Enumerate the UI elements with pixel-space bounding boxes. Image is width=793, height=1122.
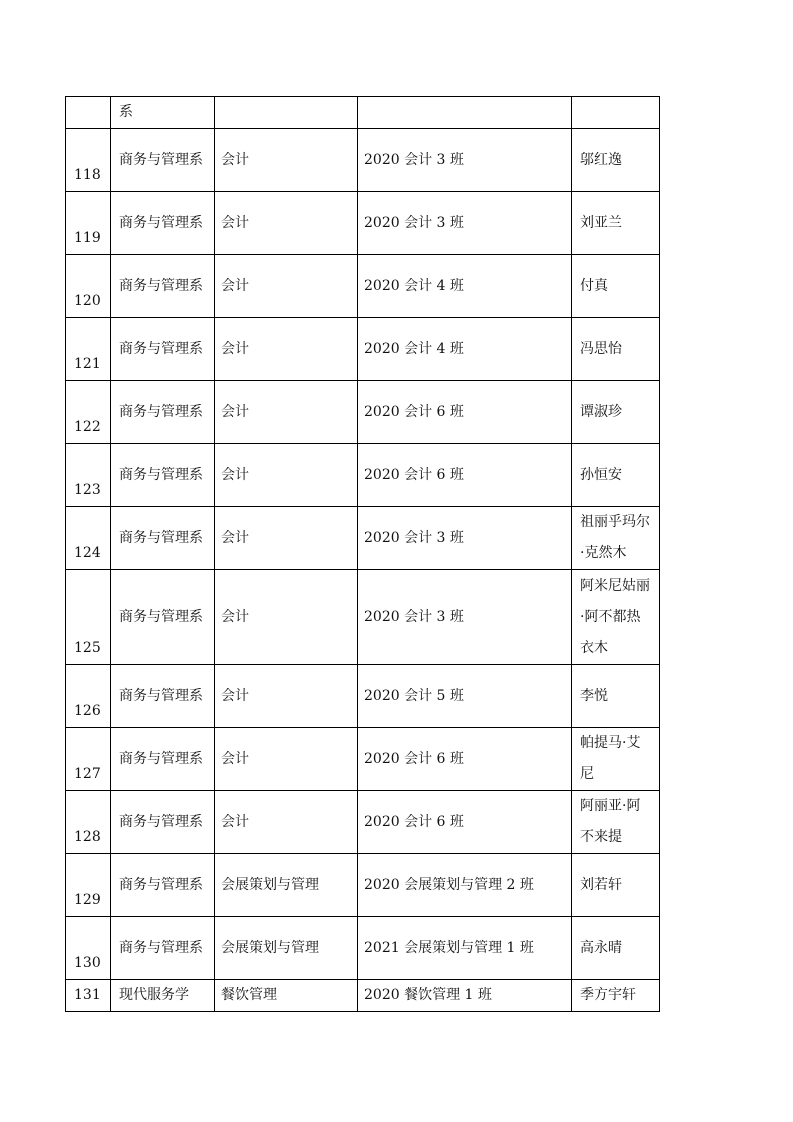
student-name-cell: 帕提马·艾尼 xyxy=(572,728,660,791)
department-cell: 商务与管理系 xyxy=(111,665,215,728)
row-number: 118 xyxy=(66,129,111,192)
major-cell: 会计 xyxy=(215,665,358,728)
major-cell: 会计 xyxy=(215,255,358,318)
student-name-cell: 邬红逸 xyxy=(572,129,660,192)
class-cell: 2020 会计 6 班 xyxy=(358,728,572,791)
major-cell: 餐饮管理 xyxy=(215,980,358,1012)
row-number: 125 xyxy=(66,570,111,665)
major-cell: 会计 xyxy=(215,791,358,854)
table-row xyxy=(66,444,660,507)
table-row xyxy=(66,917,660,980)
student-table xyxy=(65,96,660,1012)
department-cell: 现代服务学 xyxy=(111,980,215,1012)
row-number: 127 xyxy=(66,728,111,791)
class-cell: 2020 会计 6 班 xyxy=(358,381,572,444)
class-cell: 2020 会计 4 班 xyxy=(358,255,572,318)
row-number: 123 xyxy=(66,444,111,507)
major-cell: 会计 xyxy=(215,570,358,665)
row-number: 121 xyxy=(66,318,111,381)
student-name-cell: 谭淑珍 xyxy=(572,381,660,444)
student-name-cell: 冯思怡 xyxy=(572,318,660,381)
department-cell: 商务与管理系 xyxy=(111,917,215,980)
department-cell: 商务与管理系 xyxy=(111,570,215,665)
student-name-cell: 刘若轩 xyxy=(572,854,660,917)
major-cell: 会计 xyxy=(215,318,358,381)
major-cell: 会计 xyxy=(215,444,358,507)
row-number: 120 xyxy=(66,255,111,318)
department-cell: 商务与管理系 xyxy=(111,444,215,507)
class-cell: 2020 餐饮管理 1 班 xyxy=(358,980,572,1012)
department-cell: 商务与管理系 xyxy=(111,507,215,570)
table-row xyxy=(66,255,660,318)
class-cell: 2020 会展策划与管理 2 班 xyxy=(358,854,572,917)
major-cell: 会计 xyxy=(215,507,358,570)
table-body xyxy=(66,97,660,1012)
table-row xyxy=(66,192,660,255)
row-number: 130 xyxy=(66,917,111,980)
major-cell: 会计 xyxy=(215,192,358,255)
table-row xyxy=(66,570,660,665)
major-cell: 会计 xyxy=(215,381,358,444)
table-row xyxy=(66,97,660,129)
major-cell: 会展策划与管理 xyxy=(215,854,358,917)
department-cell: 商务与管理系 xyxy=(111,255,215,318)
row-number: 126 xyxy=(66,665,111,728)
class-cell: 2020 会计 6 班 xyxy=(358,791,572,854)
row-number xyxy=(66,97,111,129)
student-name-cell: 孙恒安 xyxy=(572,444,660,507)
student-name-cell: 阿米尼姑丽·阿不都热衣木 xyxy=(572,570,660,665)
class-cell: 2021 会展策划与管理 1 班 xyxy=(358,917,572,980)
student-name-cell: 季方宇轩 xyxy=(572,980,660,1012)
table-row xyxy=(66,980,660,1012)
department-cell: 商务与管理系 xyxy=(111,192,215,255)
class-cell xyxy=(358,97,572,129)
student-name-cell: 阿丽亚·阿不来提 xyxy=(572,791,660,854)
table-row xyxy=(66,318,660,381)
table-row xyxy=(66,381,660,444)
class-cell: 2020 会计 3 班 xyxy=(358,507,572,570)
row-number: 124 xyxy=(66,507,111,570)
table-row xyxy=(66,129,660,192)
student-name-cell: 李悦 xyxy=(572,665,660,728)
table-row xyxy=(66,854,660,917)
department-cell: 商务与管理系 xyxy=(111,129,215,192)
class-cell: 2020 会计 4 班 xyxy=(358,318,572,381)
department-cell: 商务与管理系 xyxy=(111,854,215,917)
table-row xyxy=(66,791,660,854)
class-cell: 2020 会计 3 班 xyxy=(358,192,572,255)
department-cell: 商务与管理系 xyxy=(111,381,215,444)
row-number: 119 xyxy=(66,192,111,255)
class-cell: 2020 会计 3 班 xyxy=(358,570,572,665)
table-row xyxy=(66,665,660,728)
table-row xyxy=(66,728,660,791)
student-name-cell: 刘亚兰 xyxy=(572,192,660,255)
department-cell: 商务与管理系 xyxy=(111,318,215,381)
major-cell xyxy=(215,97,358,129)
row-number: 131 xyxy=(66,980,111,1012)
student-name-cell: 高永晴 xyxy=(572,917,660,980)
row-number: 128 xyxy=(66,791,111,854)
class-cell: 2020 会计 3 班 xyxy=(358,129,572,192)
student-name-cell: 祖丽乎玛尔·克然木 xyxy=(572,507,660,570)
class-cell: 2020 会计 6 班 xyxy=(358,444,572,507)
class-cell: 2020 会计 5 班 xyxy=(358,665,572,728)
major-cell: 会展策划与管理 xyxy=(215,917,358,980)
department-cell: 商务与管理系 xyxy=(111,728,215,791)
student-name-cell xyxy=(572,97,660,129)
department-cell: 系 xyxy=(111,97,215,129)
department-cell: 商务与管理系 xyxy=(111,791,215,854)
table-row xyxy=(66,507,660,570)
row-number: 122 xyxy=(66,381,111,444)
major-cell: 会计 xyxy=(215,728,358,791)
student-name-cell: 付真 xyxy=(572,255,660,318)
row-number: 129 xyxy=(66,854,111,917)
major-cell: 会计 xyxy=(215,129,358,192)
